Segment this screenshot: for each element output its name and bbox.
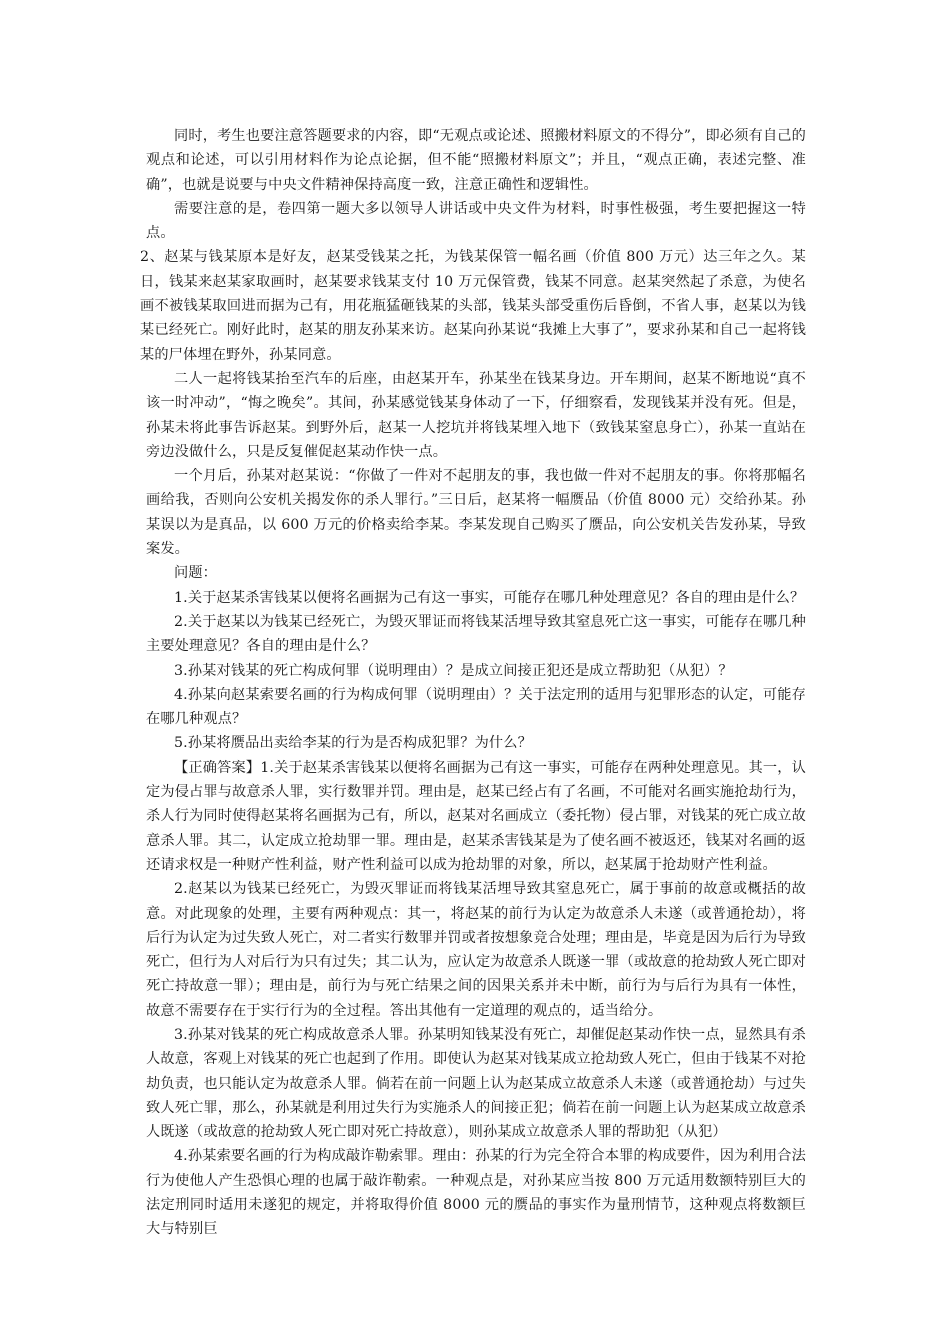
paragraph-case-2-burial: 二人一起将钱某抬至汽车的后座，由赵某开车，孙某坐在钱某身边。开车期间，赵某不断地说“真不该一时冲动”，“悔之晚矣”。其间，孙某感觉钱某身体动了一下，仔细察看，发现钱某并没有死。但是，孙某未将此事告诉赵某。到野外后，赵某一人挖坑并将钱某埋入地下（致钱某窒息身亡），孙某一直站在旁边没做什么，只是反复催促赵某动作快一点。	[146, 370, 806, 460]
answer-2: 2.赵某以为钱某已经死亡，为毁灭罪证而将钱某活埋导致其窒息死亡，属于事前的故意或概括的故意。对此现象的处理，主要有两种观点：其一，将赵某的前行为认定为故意杀人未遂（或普通抢劫），将后行为认定为过失致人死亡，对二者实行数罪并罚或者按想象竞合处理；理由是，毕竟是因为后行为导致死亡，但行为人对后行为只有过失；其二认为，应认定为故意杀人既遂一罪（或故意的抢劫致人死亡即对死亡持故意一罪）；理由是，前行为与死亡结果之间的因果关系并未中断，前行为与后行为具有一体性，故意不需要存在于实行行为的全过程。答出其他有一定道理的观点的，适当给分。	[146, 881, 806, 1019]
answer-1: 【正确答案】1.关于赵某杀害钱某以便将名画据为己有这一事实，可能存在两种处理意见。其一，认定为侵占罪与故意杀人罪，实行数罪并罚。理由是，赵某已经占有了名画，不可能对名画实施抢劫行为，杀人行为同时使得赵某将名画据为己有，所以，赵某对名画成立（委托物）侵占罪，对钱某的死亡成立故意杀人罪。其二，认定成立抢劫罪一罪。理由是，赵某杀害钱某是为了使名画不被返还，钱某对名画的返还请求权是一种财产性利益，财产性利益可以成为抢劫罪的对象，所以，赵某属于抢劫财产性利益。	[146, 759, 806, 873]
answer-4: 4.孙某索要名画的行为构成敲诈勒索罪。理由：孙某的行为完全符合本罪的构成要件，因为利用合法行为使他人产生恐惧心理的也属于敲诈勒索。一种观点是，对孙某应当按 800 万元适用数额特别巨大的法定刑同时适用未遂犯的规定，并将取得价值 8000 元的赝品的事实作为量刑情节，这种观点将数额巨大与特别巨	[146, 1148, 806, 1238]
question-5: 5.孙某将赝品出卖给李某的行为是否构成犯罪？为什么？	[174, 735, 532, 752]
document-page	[140, 124, 806, 1242]
questions-heading: 问题：	[174, 565, 218, 582]
question-2: 2.关于赵某以为钱某已经死亡，为毁灭罪证而将钱某活埋导致其窒息死亡这一事实，可能存在哪几种主要处理意见？各自的理由是什么？	[146, 613, 806, 655]
question-4: 4.孙某向赵某索要名画的行为构成何罪（说明理由）？关于法定刑的适用与犯罪形态的认定，可能存在哪几种观点？	[146, 686, 806, 728]
paragraph-case-2-extortion: 一个月后，孙某对赵某说：“你做了一件对不起朋友的事，我也做一件对不起朋友的事。你将那幅名画给我，否则向公安机关揭发你的杀人罪行。”三日后，赵某将一幅赝品（价值 8000 元）交给孙某。孙某误以为是真品，以 600 万元的价格卖给李某。李某发现自己购买了赝品，向公安机关告发孙某，导致案发。	[146, 468, 806, 558]
answer-3: 3.孙某对钱某的死亡构成故意杀人罪。孙某明知钱某没有死亡，却催促赵某动作快一点，显然具有杀人故意，客观上对钱某的死亡也起到了作用。即使认为赵某对钱某成立抢劫致人死亡，但由于钱某不对抢劫负责，也只能认定为故意杀人罪。倘若在前一问题上认为赵某成立故意杀人未遂（或普通抢劫）与过失致人死亡罪，那么，孙某就是利用过失行为实施杀人的间接正犯；倘若在前一问题上认为赵某成立故意杀人既遂（或故意的抢劫致人死亡即对死亡持故意），则孙某成立故意杀人罪的帮助犯（从犯）	[146, 1026, 806, 1141]
paragraph-case-2-facts: 2、赵某与钱某原本是好友，赵某受钱某之托，为钱某保管一幅名画（价值 800 万元）达三年之久。某日，钱某来赵某家取画时，赵某要求钱某支付 10 万元保管费，钱某不同意。赵某突然起了杀意，为使名画不被钱某取回进而据为己有，用花瓶猛砸钱某的头部，钱某头部受重伤后昏倒，不省人事，赵某以为钱某已经死亡。刚好此时，赵某的朋友孙某来访。赵某向孙某说“我摊上大事了”，要求孙某和自己一起将钱某的尸体埋在野外，孙某同意。	[140, 249, 806, 363]
question-1: 1.关于赵某杀害钱某以便将名画据为己有这一事实，可能存在哪几种处理意见？各自的理由是什么？	[174, 589, 805, 606]
paragraph-exam-note: 需要注意的是，卷四第一题大多以领导人讲话或中央文件为材料，时事性极强，考生要把握这一特点。	[146, 200, 806, 242]
paragraph-exam-requirements: 同时，考生也要注意答题要求的内容，即“无观点或论述、照搬材料原文的不得分”，即必须有自己的观点和论述，可以引用材料作为论点论据，但不能“照搬材料原文”；并且，“观点正确，表述完整、准确”，也就是说要与中央文件精神保持高度一致，注意正确性和逻辑性。	[146, 128, 806, 193]
question-3: 3.孙某对钱某的死亡构成何罪（说明理由）？是成立间接正犯还是成立帮助犯（从犯）？	[174, 662, 733, 679]
